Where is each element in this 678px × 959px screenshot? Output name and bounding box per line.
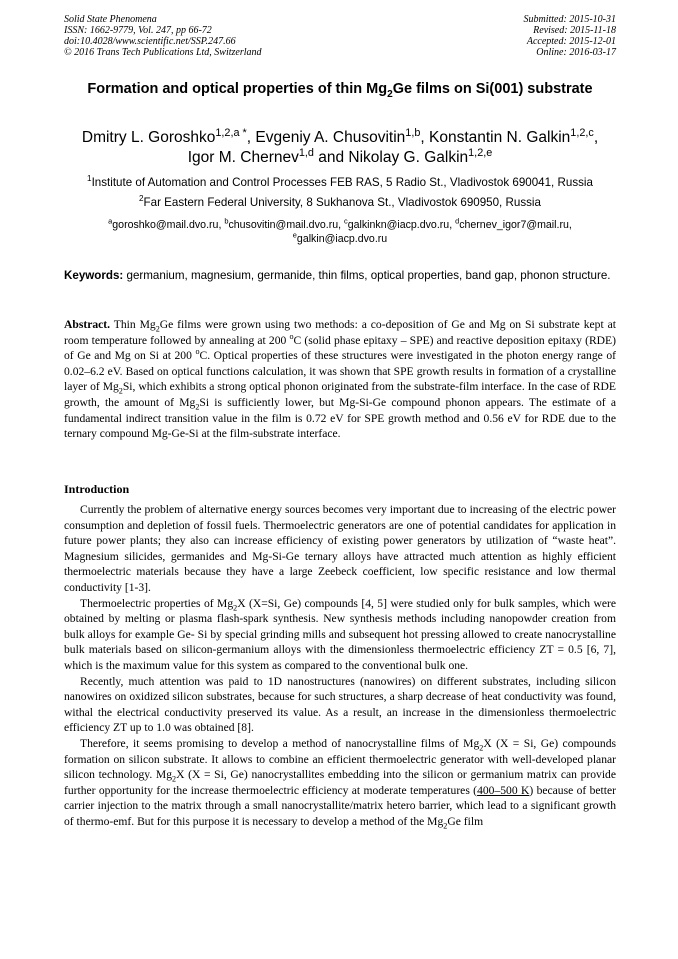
abstract-label: Abstract. bbox=[64, 318, 111, 331]
abstract: Abstract. Thin $Mg_2Ge$ films were grown using two methods: a co-deposition of Ge and Mg on Si substrate kept at room temperature followed by annealing at 200 $^o$C (solid phase epitaxy – SPE) and reactive deposition epitaxy (RDE) of Ge and Mg on Si at 200 $^o$C. Optical properties of these structures were investigated in the photon energy range of 0.02–6.2 eV. Based on optical functions calculation, it was shown that SPE growth results in formation of a crystalline layer of $Mg_2Si$, which exhibits a strong optical phonon originated from the substrate-film interface. In the case of RDE growth, the amount of $Mg_2Si$ is sufficiently lower, but Mg-Si-Ge compound phonon appears. The estimate of a fundamental indirect transition value in the film is 0.72 eV for SPE growth method and 0.56 eV for RDE due to the ternary compound Mg-Ge-Si at the film-substrate interface. bbox=[64, 318, 616, 441]
keywords-label: Keywords: bbox=[64, 269, 124, 282]
date-accepted: Accepted: 2015-12-01 bbox=[526, 36, 616, 47]
date-revised: Revised: 2015-11-18 bbox=[533, 25, 616, 36]
keywords bbox=[64, 268, 616, 283]
paragraph: Thermoelectric properties of $Mg_2X$ (X=Si, Ge) compounds [4, 5] were studied only for bulk samples, which were obtained by melting or plasma flash-spark synthesis. New synthesis methods including nanopowder creation from bulk alloys for example Ge- Si by special grinding mills and subsequent hot pressing allowed to create nanocrystalline bulk materials based on silicon-germanium alloys with the dimensionless thermoelectric efficiency ZT = 0.5 [6, 7], which is the maximum value for this system as compared to the conventional bulk one. bbox=[64, 596, 616, 672]
paragraph: Therefore, it seems promising to develop a method of nanocrystalline films of $Mg_2X$ (X = Si, Ge) compounds formation on silicon substrate. It allows to combine an efficient thermoelectric generator with well-developed planar silicon technology. $Mg_2X$ (X = Si, Ge) nanocrystallites embedding into the silicon or germanium matrix can provide further opportunity for the increase thermoelectric efficiency at moderate temperatures (400–500 K) because of better carrier injection to the matrix through a small nanocrystallite/matrix hetero barrier, which lead to a significant growth of thermo-emf. But for this purpose it is necessary to develop a method of the $Mg_2Ge$ film bbox=[64, 736, 617, 831]
author-affil-mark: 1,2,c bbox=[570, 126, 594, 139]
affiliation: $^1$Institute of Automation and Control Processes FEB RAS, 5 Radio St., Vladivostok 690041, Russia bbox=[87, 174, 593, 189]
author-name: Konstantin N. Galkin bbox=[429, 129, 571, 146]
author-affil-mark: 1,b bbox=[405, 126, 421, 139]
journal-issn: ISSN: 1662-9779, Vol. 247, pp 66-72 bbox=[64, 25, 212, 36]
author-emails: $^a$goroshko@mail.dvo.ru, $^b$chusovitin@mail.dvo.ru, $^c$galkinkn@iacp.dvo.ru, $^d$chernev_igor7@mail.ru, $^e$galkin@iacp.dvo.ru bbox=[108, 216, 572, 245]
author-name: Igor M. Chernev bbox=[187, 149, 299, 166]
author-name: Dmitry L. Goroshko bbox=[81, 129, 216, 146]
affiliation: $^2$Far Eastern Federal University, 8 Sukhanova St., Vladivostok 690950, Russia bbox=[139, 194, 541, 209]
journal-name: Solid State Phenomena bbox=[64, 14, 157, 25]
introduction-body bbox=[64, 502, 616, 829]
paragraph: Recently, much attention was paid to 1D nanostructures (nanowires) on different substrates, including silicon nanowires on oxidized silicon substrates, because for such structures, a sharp decrease of heat conductivity was found, withal the electrical conductivity preserved its value. As a result, an increase in the dimensionless thermoelectric efficiency ZT up to 1.0 was obtained [8]. bbox=[64, 674, 616, 735]
email-link[interactable]: goroshko@mail.dvo.ru bbox=[112, 219, 219, 231]
journal-doi: doi:10.4028/www.scientific.net/SSP.247.66 bbox=[64, 36, 236, 47]
email-link[interactable]: chernev_igor7@mail.ru bbox=[459, 219, 569, 231]
section-heading: Introduction bbox=[64, 482, 130, 496]
journal-info bbox=[64, 14, 262, 58]
paper-title: Formation and optical properties of thin $Mg_2Ge$ films on Si(001) substrate bbox=[87, 81, 593, 100]
email-link[interactable]: chusovitin@mail.dvo.ru bbox=[228, 219, 339, 231]
author-affil-mark: 1,d bbox=[298, 146, 314, 159]
author-name: Nikolay G. Galkin bbox=[348, 149, 469, 166]
publication-dates bbox=[524, 14, 617, 58]
paragraph: Currently the problem of alternative energy sources becomes very important due to increasing of the electric power consumption and depletion of fossil fuels. Thermoelectric generators are one of potential candidates for application in future power plants; they also can increase efficiency of existing power generators by utilization of “waste heat”. Magnesium silicides, germanides and Mg-Si-Ge ternary alloys have attracted much attention as highly efficient thermoelectric materials because they have a large Zeebeck coefficient, low specific resistance and low thermal conductivity [1-3]. bbox=[64, 503, 616, 594]
email-link[interactable]: galkinkn@iacp.dvo.ru bbox=[347, 219, 450, 231]
date-online: Online: 2016-03-17 bbox=[536, 47, 616, 58]
author-list: Dmitry L. Goroshko$^{1,2,a *}$, Evgeniy A. Chusovitin$^{1,b}$, Konstantin N. Galkin$^{1,2,c}$, Igor M. Chernev$^{1,d}$ and Nikolay G. Galkin$^{1,2,e}$ bbox=[81, 126, 599, 166]
email-link[interactable]: galkin@iacp.dvo.ru bbox=[296, 233, 388, 245]
author-affil-mark: 1,2,a * bbox=[215, 126, 247, 139]
journal-copyright: © 2016 Trans Tech Publications Ltd, Switzerland bbox=[64, 47, 262, 58]
author-affil-mark: 1,2,e bbox=[468, 146, 493, 159]
date-submitted: Submitted: 2015-10-31 bbox=[523, 14, 616, 25]
author-name: Evgeniy A. Chusovitin bbox=[255, 129, 406, 146]
keywords-text: germanium, magnesium, germanide, thin films, optical properties, band gap, phonon structure. bbox=[126, 269, 611, 282]
